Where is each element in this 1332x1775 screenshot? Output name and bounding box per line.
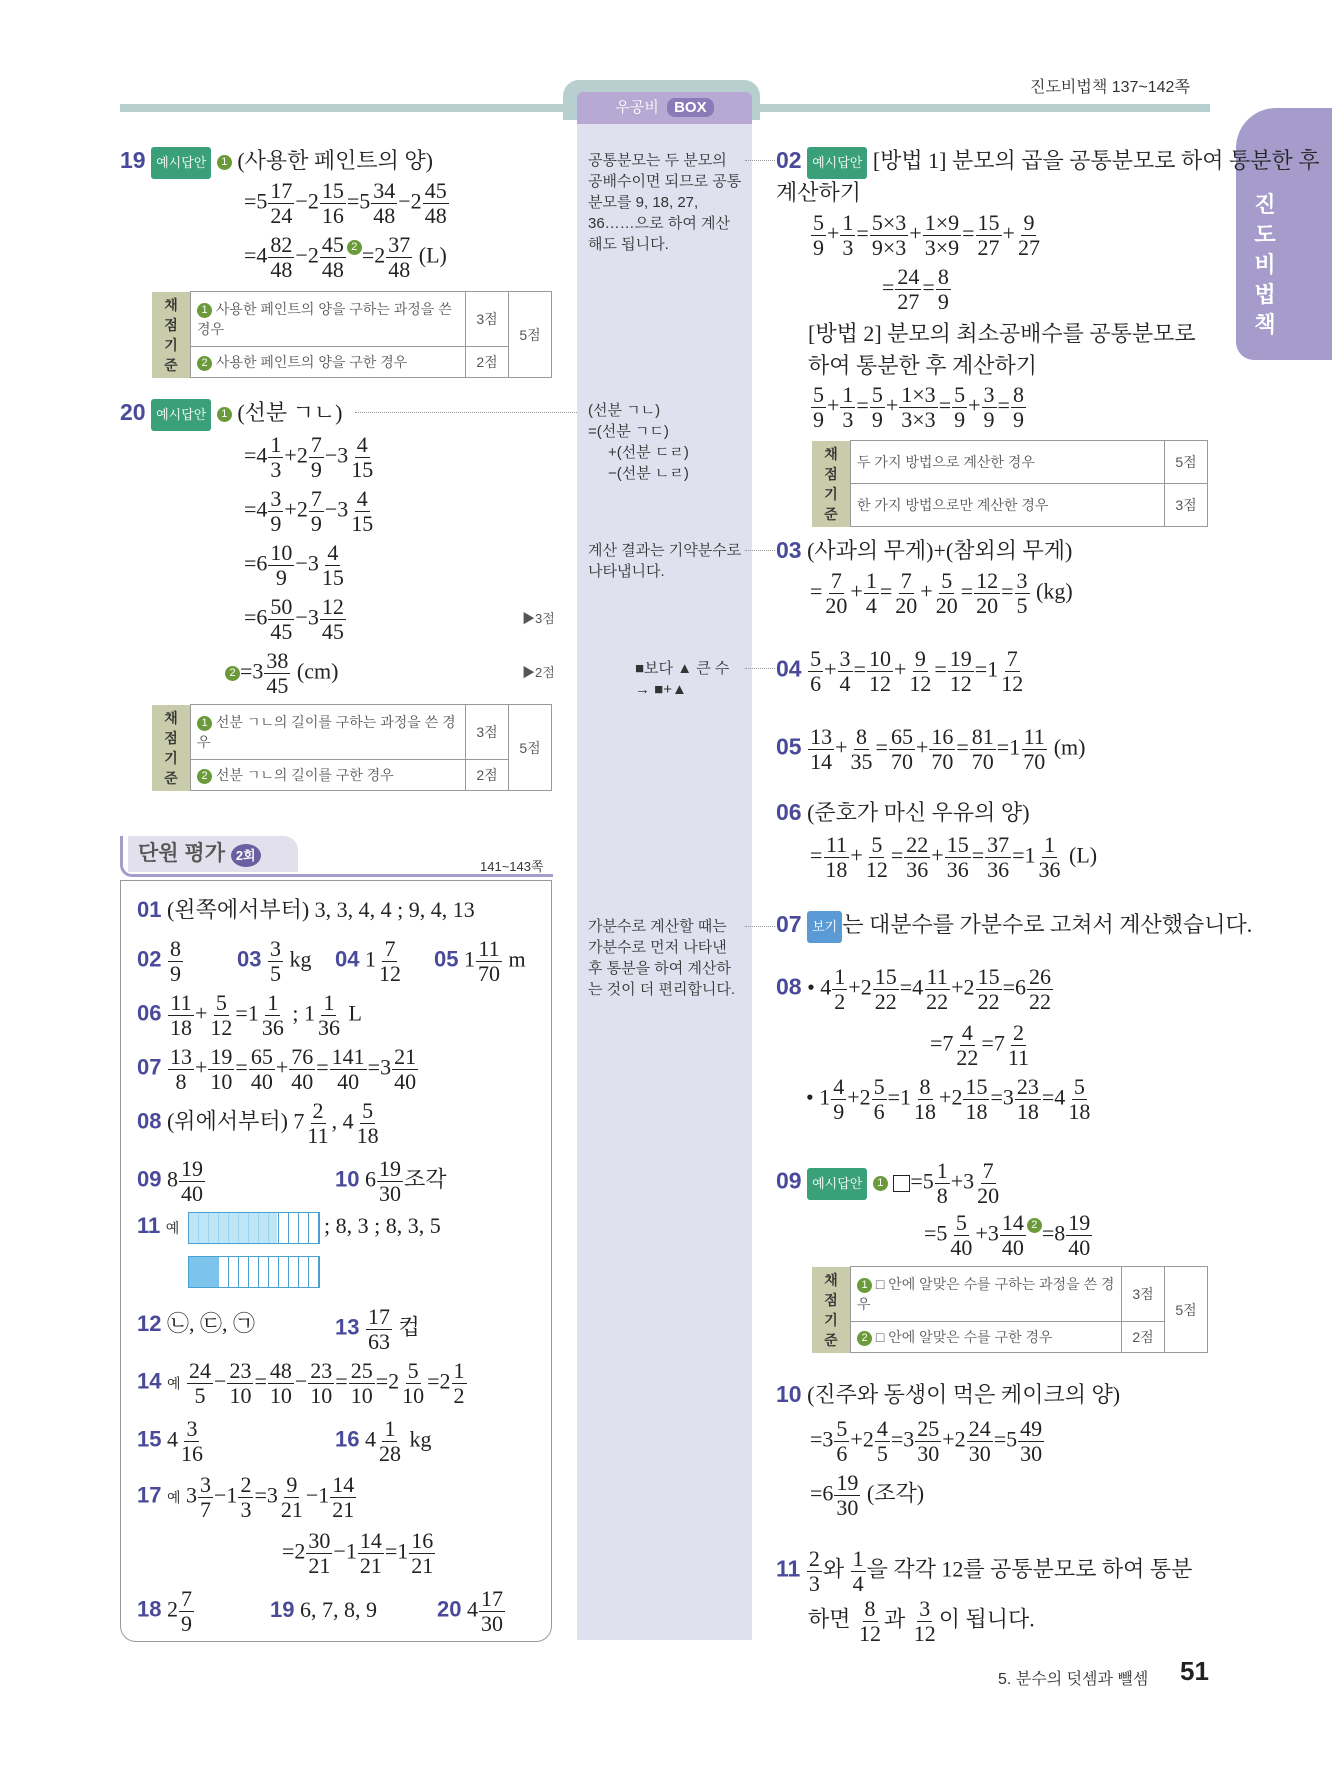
q03-calc: = $\frac{7}{20}$ + $\frac{1}{4}$ = $\frac{7}{20}$ + $\frac{5}{20}$ = $\frac{12}{20}$ = $\frac{3}{5}$ (kg)	[810, 568, 1073, 618]
unit: (L)	[418, 242, 447, 268]
unit: (cm)	[296, 658, 339, 684]
footer-chapter: 5. 분수의 덧셈과 뺄셈	[998, 1671, 1149, 1688]
eval-05: 05 1 $\frac{11}{70}$ m	[434, 936, 526, 986]
leader-line	[745, 160, 775, 161]
eval-04: 04 1 $\frac{7}{12}$	[335, 936, 401, 986]
eval-17b: =2 $\frac{30}{21}$ −1 $\frac{14}{21}$ =1 $\frac{16}{21}$	[282, 1528, 434, 1578]
criteria-text: 1 선분 ㄱㄴ의 길이를 구하는 과정을 쓴 경우	[191, 705, 466, 760]
eval-17: 17 예 3 $\frac{3}{7}$ −1 $\frac{2}{3}$ =3 $\frac{9}{21}$ −1 $\frac{14}{21}$	[137, 1472, 355, 1522]
note-03: 계산 결과는 기약분수로 나타냅니다.	[588, 542, 742, 580]
box-tag: BOX	[667, 98, 714, 117]
points-mark: ▶3점	[522, 611, 555, 626]
fraction-bar-2	[188, 1256, 320, 1288]
q06-row: 06 (준호가 마신 우유의 양)	[776, 799, 1030, 825]
note-07: 가분수로 계산할 때는 가분수로 먼저 나타낸 후 통분을 하여 계산하는 것이 더 편리합니다.	[588, 918, 736, 998]
eval-19: 19 6, 7, 8, 9	[270, 1597, 377, 1622]
page-number: 51	[1180, 1656, 1209, 1686]
step-1-icon: 1	[217, 155, 232, 170]
q20-step1: (선분 ㄱㄴ)	[237, 400, 343, 425]
q11-line2: 하면 $\frac{8}{12}$ 과 $\frac{3}{12}$ 이 됩니다.	[808, 1596, 1035, 1646]
criteria-total: 5점	[509, 292, 552, 378]
q19-line1: =5 $\frac{17}{24}$ −2 $\frac{15}{16}$ =5 $\frac{34}{48}$ −2 $\frac{45}{48}$	[244, 178, 447, 228]
q02-row1: 02 예시답안 [방법 1] 분모의 곱을 공통분모로 하여 통분한 후 계산하기	[776, 147, 1320, 205]
note-02: 공통분모는 두 분모의 공배수이면 되므로 공통분모를 9, 18, 27, 36……으로 하여 계산해도 됩니다.	[588, 152, 742, 253]
eval-11-tail: ; 8, 3 ; 8, 3, 5	[324, 1213, 441, 1238]
page-range: 진도비법책 137~142쪽	[1030, 79, 1190, 96]
q19-step1: (사용한 페인트의 양)	[237, 148, 433, 173]
q04-row: 04 $\frac{5}{6}$ + $\frac{3}{4}$ = $\frac{10}{12}$ + $\frac{9}{12}$ = $\frac{19}{12}$ =1 $\frac{7}{12}$	[776, 646, 1024, 696]
q02-m2-calc: $\frac{5}{9}$ + $\frac{1}{3}$ = $\frac{5}{9}$ + $\frac{1\times 3}{3\times 3}$ = $\frac{5}{9}$ + $\frac{3}{9}$ = $\frac{8}{9}$	[813, 382, 1024, 432]
q05-row: 05 $\frac{13}{14}$ + $\frac{8}{35}$ = $\frac{65}{70}$ + $\frac{16}{70}$ = $\frac{81}{70}$ =1 $\frac{11}{70}$ (m)	[776, 724, 1086, 774]
unit-eval-title: 단원 평가	[138, 842, 225, 865]
unit-eval-round: 2회	[231, 844, 261, 867]
q03-row: 03 (사과의 무게)+(참외의 무게)	[776, 537, 1073, 563]
criteria-points: 2점	[466, 759, 509, 790]
criteria-text: 2 선분 ㄱㄴ의 길이를 구한 경우	[191, 759, 466, 790]
q10-result: =6 $\frac{19}{30}$ (조각)	[810, 1470, 925, 1520]
q10-row: 10 (진주와 동생이 먹은 케이크의 양)	[776, 1381, 1121, 1407]
example-answer-tag: 예시답안	[151, 399, 211, 431]
question-number: 20	[120, 399, 146, 425]
q19-line2: =4 $\frac{82}{48}$ −2 $\frac{45}{48}$ 2 =2 $\frac{37}{48}$ (L)	[244, 232, 447, 282]
leader-line	[355, 412, 577, 413]
q20-line2: =4 $\frac{3}{9}$ +2 $\frac{7}{9}$ −3 $\frac{4}{15}$	[244, 486, 374, 536]
q20-line3: =6 $\frac{10}{9}$ −3 $\frac{4}{15}$	[244, 540, 344, 590]
q08-line3: • 1 $\frac{4}{9}$ +2 $\frac{5}{6}$ =1 $\frac{8}{18}$ +2 $\frac{15}{18}$ =3 $\frac{23}{18}$ =4 $\frac{5}{18}$	[806, 1074, 1091, 1124]
question-number: 19	[120, 147, 146, 173]
criteria-points: 3점	[466, 292, 509, 347]
eval-10: 10 6 $\frac{19}{30}$ 조각	[335, 1156, 447, 1206]
q09-line2: =5 $\frac{5}{40}$ +3 $\frac{14}{40}$ 2 =8 $\frac{19}{40}$	[924, 1210, 1091, 1260]
eval-12: 12 ㉡, ㉢, ㉠	[137, 1311, 255, 1336]
eval-01: 01 (왼쪽에서부터) 3, 3, 4, 4 ; 9, 4, 13	[137, 897, 475, 922]
eval-18: 18 2 $\frac{7}{9}$	[137, 1586, 192, 1636]
eval-02: 02 $\frac{8}{9}$	[137, 936, 181, 986]
unit-eval-pages: 141~143쪽	[480, 859, 544, 874]
q07-row: 07 보기 는 대분수를 가분수로 고쳐서 계산했습니다.	[776, 910, 1252, 943]
leader-line	[745, 926, 775, 927]
unit-eval-title-box	[128, 836, 298, 872]
eval-09: 09 8 $\frac{19}{40}$	[137, 1156, 203, 1206]
q11-line1: 11 $\frac{2}{3}$ 와 $\frac{1}{4}$ 을 각각 12를 공통분모로 하여 통분	[776, 1546, 1193, 1596]
leader-line	[745, 668, 775, 669]
q02-method1: [방법 1] 분모의 곱을 공통분모로 하여 통분한 후 계산하기	[776, 148, 1320, 205]
eval-14: 14 예 $\frac{24}{5}$ − $\frac{23}{10}$ = $\frac{48}{10}$ − $\frac{23}{10}$ = $\frac{25}{10}$ =2 $\frac{5}{10}$ =2 $\frac{1}{2}$	[137, 1358, 465, 1408]
q02-criteria: 채점 기준 두 가지 방법으로 계산한 경우 5점 한 가지 방법으로만 계산한 경우 3점	[812, 440, 1208, 527]
note-20: (선분 ㄱㄴ) =(선분 ㄱㄷ) +(선분 ㄷㄹ) −(선분 ㄴㄹ)	[588, 402, 689, 482]
criteria-points: 2점	[466, 346, 509, 377]
q20-criteria	[152, 704, 552, 791]
q19-row1	[120, 146, 433, 179]
note-04: ■보다 ▲ 큰 수 → ■+▲	[635, 660, 730, 698]
eval-20: 20 4 $\frac{17}{30}$	[437, 1586, 503, 1636]
q20-line1: =4 $\frac{1}{3}$ +2 $\frac{7}{9}$ −3 $\frac{4}{15}$	[244, 432, 374, 482]
step-2-icon: 2	[225, 666, 240, 681]
example-answer-tag: 예시답안	[151, 147, 211, 179]
points-mark: ▶2점	[522, 665, 555, 680]
step-2-icon: 2	[347, 240, 362, 255]
eval-16: 16 4 $\frac{1}{28}$ kg	[335, 1416, 432, 1466]
eval-15: 15 4 $\frac{3}{16}$	[137, 1416, 203, 1466]
side-tab-label: 진도비법책	[1254, 192, 1276, 337]
q02-m1-result: = $\frac{24}{27}$ = $\frac{8}{9}$	[882, 264, 949, 314]
criteria-text: 2 사용한 페인트의 양을 구한 경우	[191, 346, 466, 377]
box-header	[577, 92, 752, 124]
q02-m1-calc: $\frac{5}{9}$ + $\frac{1}{3}$ = $\frac{5\times 3}{9\times 3}$ + $\frac{1\times 9}{3\times 9}$ = $\frac{15}{27}$ + $\frac{9}{27}$	[813, 210, 1040, 260]
blank-box	[893, 1175, 910, 1192]
q20-line5: 2 =3 $\frac{38}{45}$ (cm)	[225, 650, 338, 697]
eval-07: 07 $\frac{13}{8}$ + $\frac{19}{10}$ = $\frac{65}{40}$ + $\frac{76}{40}$ = $\frac{141}{40}$ =3 $\frac{21}{40}$	[137, 1044, 417, 1094]
q19-criteria	[152, 291, 552, 378]
q09-line1: 09 예시답안 1 =5 $\frac{1}{8}$ +3 $\frac{7}{20}$	[776, 1158, 1000, 1208]
criteria-text: 1 사용한 페인트의 양을 구하는 과정을 쓴 경우	[191, 292, 466, 347]
box-label: 우공비	[615, 99, 659, 116]
criteria-label: 채점 기준	[152, 705, 191, 791]
q09-criteria: 채점 기준 1 □ 안에 알맞은 수를 구하는 과정을 쓴 경우 3점 5점 2 □ 안에 알맞은 수를 구한 경우 2점	[812, 1266, 1208, 1353]
step-1-icon: 1	[217, 407, 232, 422]
eval-03: 03 $\frac{3}{5}$ kg	[237, 936, 312, 986]
fraction-bar-1	[188, 1212, 320, 1244]
q06-calc: = $\frac{11}{18}$ + $\frac{5}{12}$ = $\frac{22}{36}$ + $\frac{15}{36}$ = $\frac{37}{36}$ =1 $\frac{1}{36}$ (L)	[810, 832, 1098, 882]
criteria-label: 채점 기준	[152, 292, 191, 378]
leader-line	[745, 550, 775, 551]
criteria-points: 3점	[466, 705, 509, 760]
q10-calc: =3 $\frac{5}{6}$ +2 $\frac{4}{5}$ =3 $\frac{25}{30}$ +2 $\frac{24}{30}$ =5 $\frac{49}{30}$	[810, 1416, 1043, 1466]
eval-13: 13 $\frac{17}{63}$ 컵	[335, 1304, 420, 1354]
note-column	[577, 124, 752, 1640]
q02-method2: [방법 2] 분모의 최소공배수를 공통분모로 하여 통분한 후 계산하기	[808, 321, 1196, 378]
q20-row1	[120, 398, 343, 431]
q08-line1: 08 • 4 $\frac{1}{2}$ +2 $\frac{15}{22}$ =4 $\frac{11}{22}$ +2 $\frac{15}{22}$ =6 $\frac{26}{22}$	[776, 964, 1051, 1014]
eval-11: 11 예	[137, 1213, 180, 1238]
eval-06: 06 $\frac{11}{18}$ + $\frac{5}{12}$ =1 $\frac{1}{36}$ ; 1 $\frac{1}{36}$ L	[137, 990, 362, 1040]
q08-line2: =7 $\frac{4}{22}$ =7 $\frac{2}{11}$	[930, 1020, 1030, 1070]
eval-08: 08 (위에서부터) 7 $\frac{2}{11}$ , 4 $\frac{5}{18}$	[137, 1098, 379, 1148]
q20-line4: =6 $\frac{50}{45}$ −3 $\frac{12}{45}$	[244, 594, 344, 644]
criteria-total: 5점	[509, 705, 552, 791]
